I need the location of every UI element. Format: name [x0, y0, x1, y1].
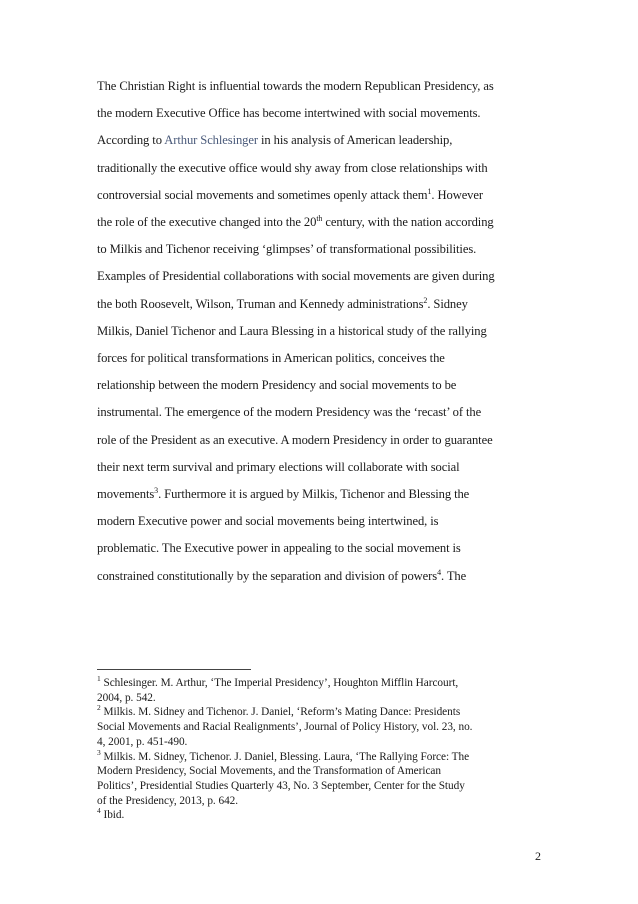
text-run: Examples of Presidential collaborations with social movements are given during — [97, 269, 495, 284]
footnote-number: 3 — [97, 747, 101, 757]
text-run: modern Executive power and social movements being intertwined, is — [97, 514, 439, 529]
text-run: problematic. The Executive power in appealing to the social movement is — [97, 541, 461, 556]
footnotes — [97, 676, 547, 823]
text-run: to Milkis and Tichenor receiving ‘glimpses’ of transformational possibilities. — [97, 242, 477, 257]
text-run: the modern Executive Office has become intertwined with social movements. — [97, 106, 481, 121]
footnote-text: 4, 2001, p. 451-490. — [97, 735, 188, 748]
text-run: in his analysis of American leadership, — [257, 133, 453, 148]
footnote-line — [97, 720, 547, 735]
body-line — [97, 263, 547, 290]
highlighted-name: Arthur Schlesinger — [164, 133, 258, 148]
body-line — [97, 100, 547, 127]
footnote-line — [97, 676, 547, 691]
footnote-text: Milkis. M. Sidney, Tichenor. J. Daniel, Blessing. Laura, ‘The Rallying Force: The — [103, 750, 470, 763]
footnote-line — [97, 735, 547, 750]
text-run: their next term survival and primary elections will collaborate with social — [97, 459, 460, 474]
text-run: . Furthermore it is argued by Milkis, Tichenor and Blessing the — [158, 487, 470, 502]
footnote-separator — [97, 669, 251, 670]
body-line — [97, 508, 547, 535]
footnote-text: Social Movements and Racial Realignments’, Journal of Policy History, vol. 23, no. — [97, 721, 473, 734]
text-run: the role of the executive changed into the 20 — [97, 215, 317, 230]
page-number: 2 — [535, 849, 541, 863]
body-line — [97, 481, 547, 508]
footnote-text: of the Presidency, 2013, p. 642. — [97, 794, 239, 807]
footnote-text: Schlesinger. M. Arthur, ‘The Imperial Presidency’, Houghton Mifflin Harcourt, — [103, 677, 459, 689]
footnote-line — [97, 691, 547, 706]
footnote-line — [97, 747, 547, 765]
body-line — [97, 372, 547, 399]
body-text — [97, 73, 547, 590]
body-line — [97, 427, 547, 454]
text-run: role of the President as an executive. A modern Presidency in order to guarantee — [97, 432, 493, 447]
body-line — [97, 454, 547, 481]
footnote-number: 2 — [97, 703, 101, 713]
body-line — [97, 73, 547, 100]
body-line — [97, 345, 547, 372]
body-line — [97, 535, 547, 562]
text-run: constrained constitutionally by the separation and division of powers — [97, 568, 438, 583]
footnote-number: 1 — [97, 674, 101, 684]
text-run: controversial social movements and sometimes openly attack them — [97, 187, 428, 202]
text-run: . However — [431, 187, 483, 202]
text-run: According to — [97, 133, 165, 148]
footnote-line — [97, 779, 547, 794]
text-run: relationship between the modern Presidency and social movements to be — [97, 378, 457, 393]
body-line — [97, 236, 547, 263]
footnote-reference: th — [316, 213, 323, 223]
text-run: instrumental. The emergence of the modern Presidency was the ‘recast’ of the — [97, 405, 482, 420]
footnote-number: 4 — [97, 806, 101, 816]
body-line — [97, 155, 547, 182]
text-run: the both Roosevelt, Wilson, Truman and Kennedy administrations — [97, 296, 424, 311]
footnote-text: Politics’, Presidential Studies Quarterly 43, No. 3 September, Center for the Study — [97, 779, 465, 792]
text-run: The Christian Right is influential towards the modern Republican Presidency, as — [97, 79, 494, 93]
text-run: Milkis, Daniel Tichenor and Laura Blessing in a historical study of the rallying — [97, 323, 487, 338]
text-run: . Sidney — [427, 296, 468, 311]
body-line — [97, 399, 547, 426]
text-run: traditionally the executive office would shy away from close relationships with — [97, 160, 488, 175]
text-run: . The — [440, 568, 467, 583]
body-line — [97, 318, 547, 345]
footnote-reference: 1 — [427, 186, 432, 196]
footnote-line — [97, 794, 547, 809]
body-line — [97, 182, 547, 209]
footnote-text: 2004, p. 542. — [97, 691, 156, 704]
body-line — [97, 209, 547, 236]
body-line — [97, 291, 547, 318]
footnote-text: Modern Presidency, Social Movements, and the Transformation of American — [97, 765, 441, 778]
text-run: movements — [97, 487, 155, 502]
text-run: forces for political transformations in American politics, conceives the — [97, 351, 445, 366]
footnote-reference: 3 — [154, 485, 159, 495]
body-line — [97, 563, 547, 590]
footnote-reference: 4 — [437, 567, 441, 577]
footnote-line — [97, 764, 547, 779]
footnote-text: Ibid. — [103, 809, 125, 822]
footnote-reference: 2 — [423, 295, 428, 305]
footnote-line — [97, 808, 547, 823]
footnote-text: Milkis. M. Sidney and Tichenor. J. Daniel, ‘Reform’s Mating Dance: Presidents — [103, 706, 461, 719]
footnote-line — [97, 705, 547, 720]
text-run: century, with the nation according — [322, 215, 494, 230]
body-line — [97, 127, 547, 154]
